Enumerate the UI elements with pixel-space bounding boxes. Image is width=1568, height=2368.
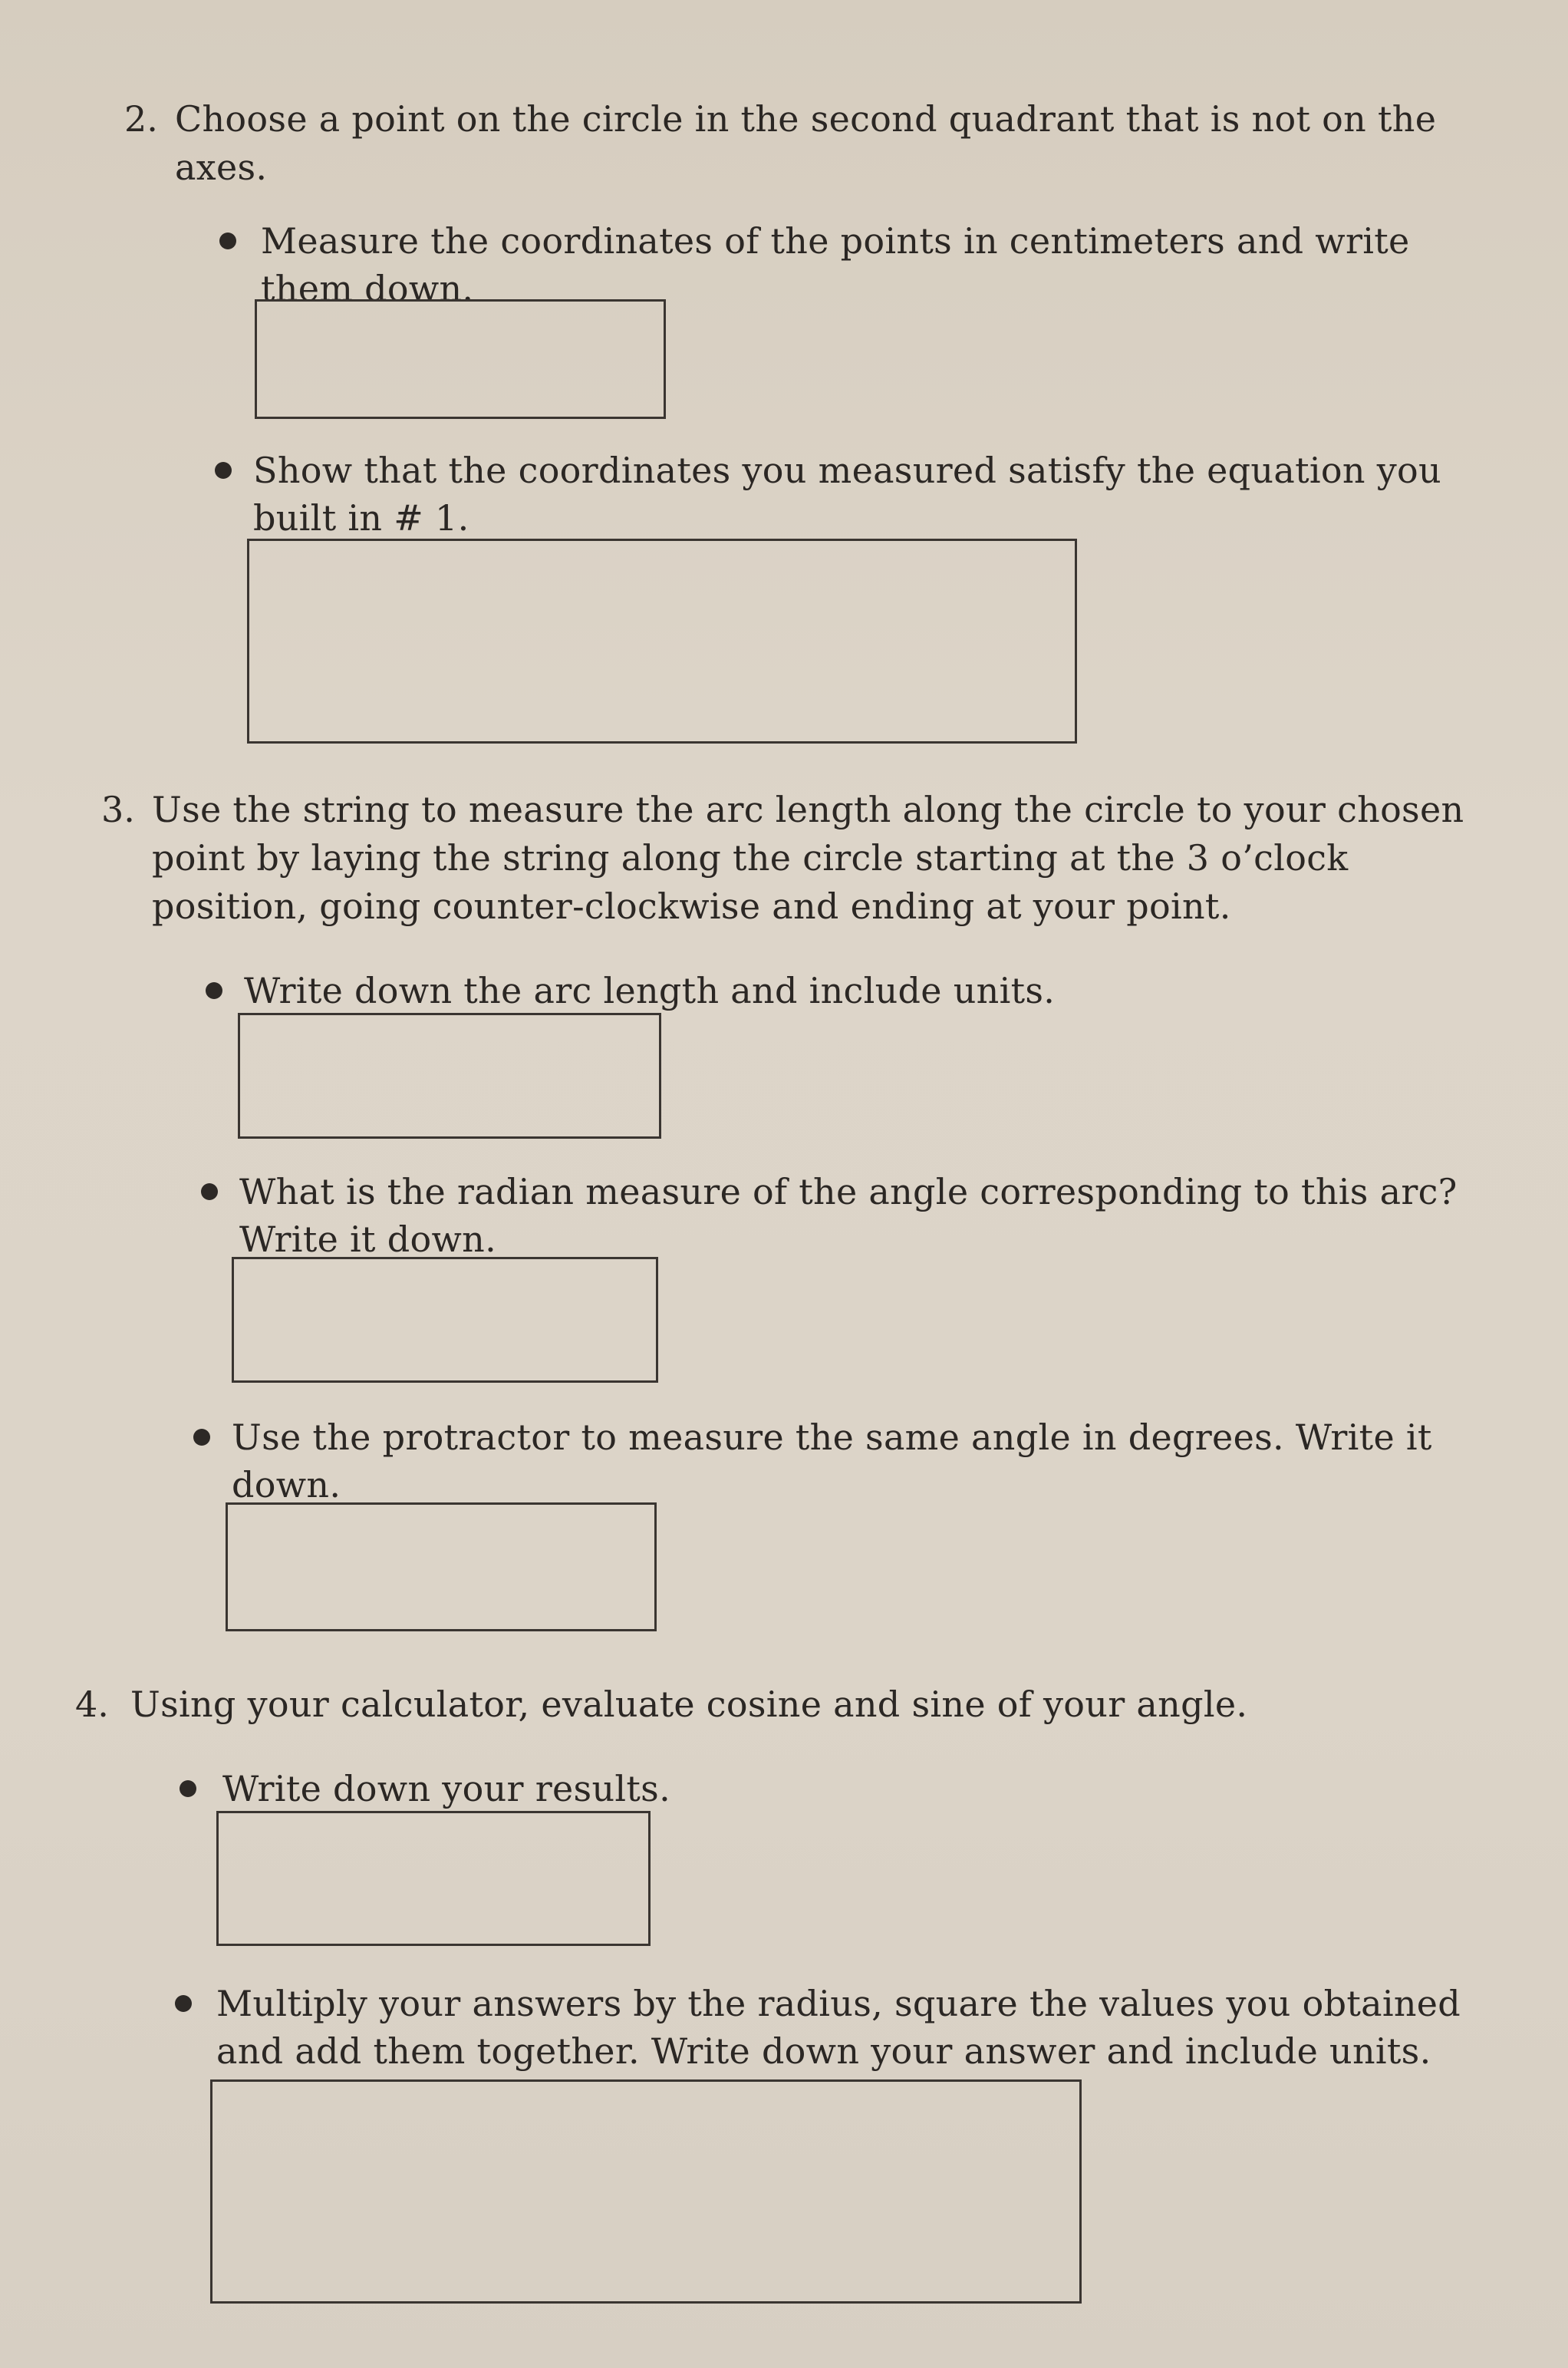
answer-box-q2-equation[interactable] xyxy=(247,539,1077,744)
question-2-text: Choose a point on the circle in the second quadrant that is not on the axes. xyxy=(175,98,1437,188)
bullet-icon xyxy=(180,1780,196,1797)
bullet-icon xyxy=(201,1183,218,1200)
question-3-text: Use the string to measure the arc length along the circle to your chosen point by laying the string along the circle starting at the 3 o’clock position, going counter-clockwise and ending at your point. xyxy=(152,789,1464,927)
question-2-bullet-1-text: Measure the coordinates of the points in centimeters and write them down. xyxy=(261,220,1410,309)
question-4-bullet-1-text: Write down your results. xyxy=(222,1768,670,1809)
question-2-bullet-2-text: Show that the coordinates you measured satisfy the equation you built in # 1. xyxy=(253,450,1441,539)
answer-box-q3-arc-length[interactable] xyxy=(238,1013,661,1139)
question-3-bullet-2-text: What is the radian measure of the angle corresponding to this arc? Write it down. xyxy=(239,1171,1458,1260)
bullet-icon xyxy=(219,233,236,249)
bullet-icon xyxy=(206,982,222,999)
question-3-bullet-1-text: Write down the arc length and include units. xyxy=(244,970,1056,1011)
question-4-number: 4. xyxy=(75,1684,109,1725)
answer-box-q3-degrees[interactable] xyxy=(226,1502,657,1631)
bullet-icon xyxy=(193,1429,210,1446)
question-3-number: 3. xyxy=(101,789,135,830)
question-2-number: 2. xyxy=(124,98,158,140)
bullet-icon xyxy=(175,1995,192,2012)
answer-box-q4-results[interactable] xyxy=(216,1811,651,1946)
bullet-icon xyxy=(215,462,232,479)
question-4-bullet-2-text: Multiply your answers by the radius, square the values you obtained and add them together. Write down your answer and include units. xyxy=(216,1983,1461,2072)
answer-box-q2-coordinates[interactable] xyxy=(255,299,666,419)
question-4-text: Using your calculator, evaluate cosine and sine of your angle. xyxy=(130,1684,1248,1725)
answer-box-q3-radian[interactable] xyxy=(232,1257,658,1383)
question-3-bullet-3-text: Use the protractor to measure the same angle in degrees. Write it down. xyxy=(232,1417,1432,1506)
answer-box-q4-sum[interactable] xyxy=(210,2079,1082,2304)
